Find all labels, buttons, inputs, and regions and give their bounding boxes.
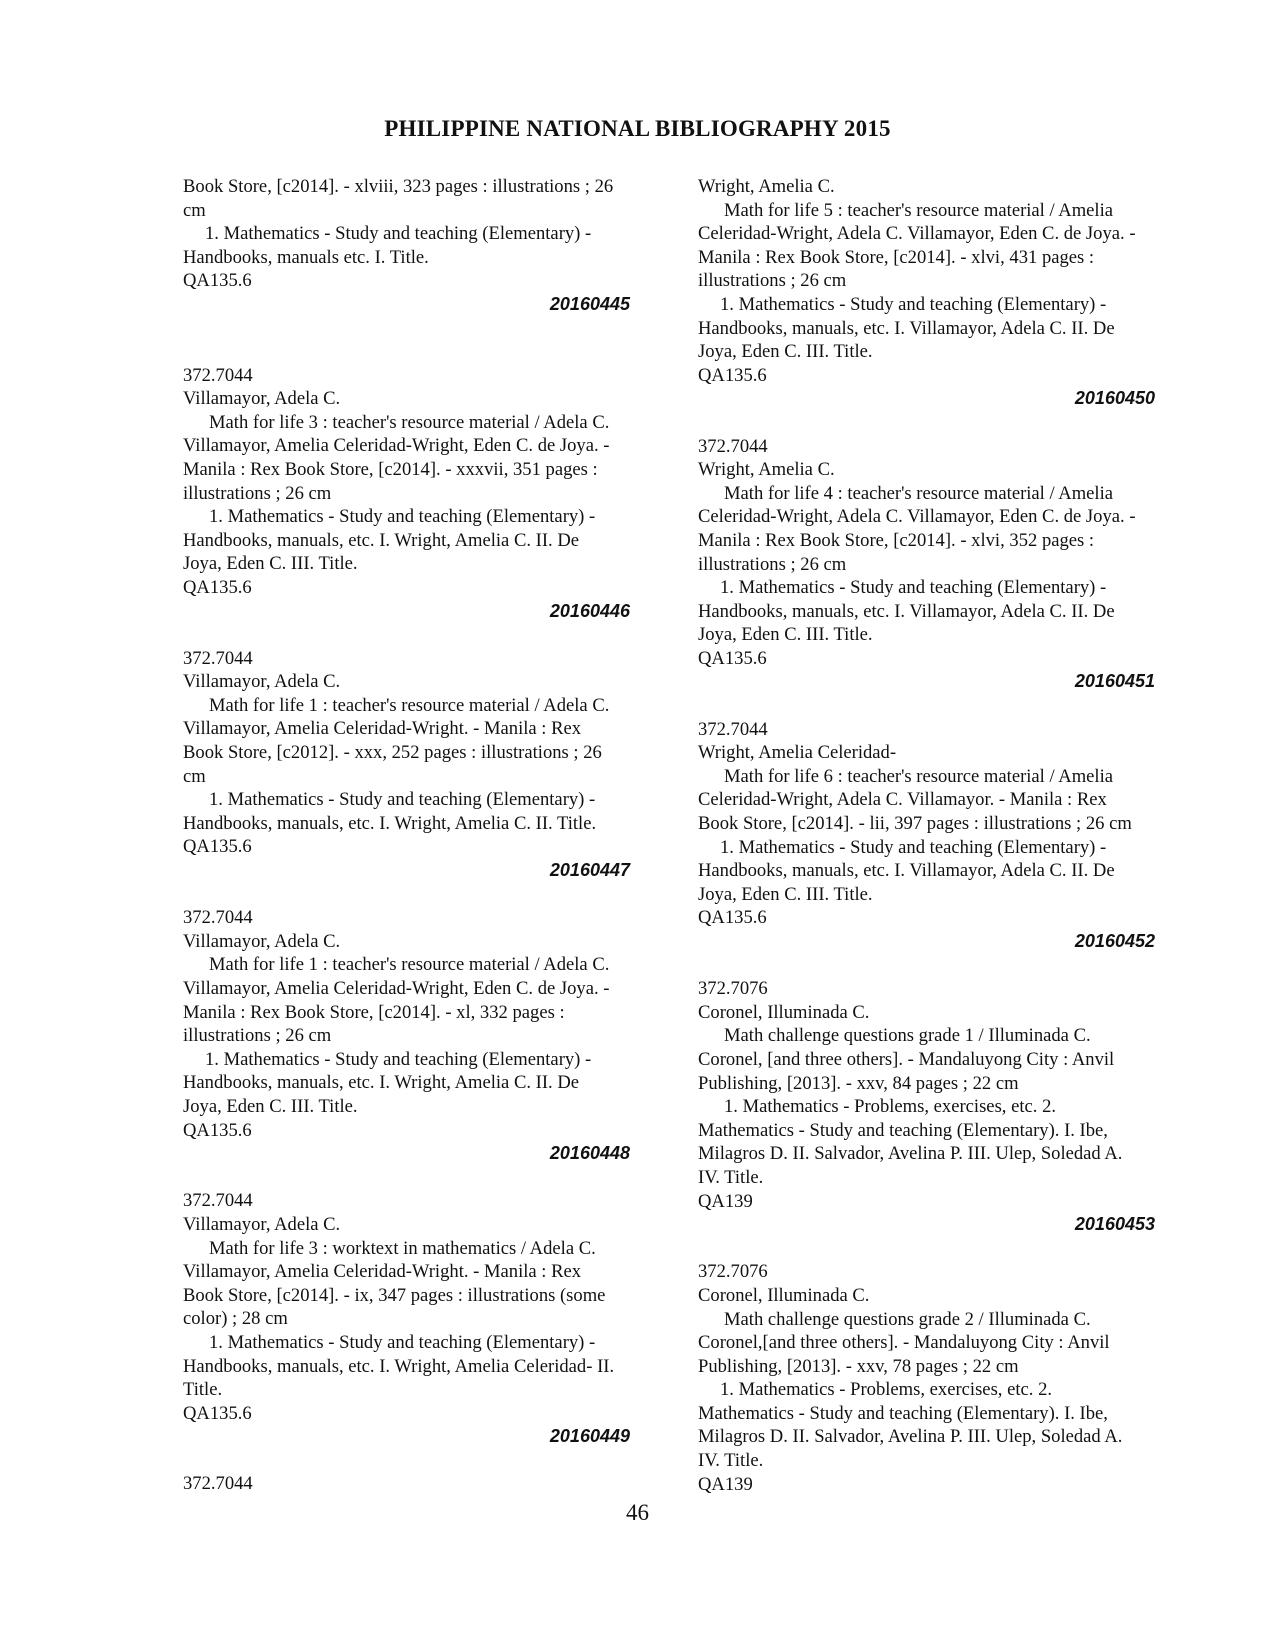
- subject-heading: 1. Mathematics - Problems, exercises, etc. 2.: [724, 1096, 1057, 1118]
- entry-text: Celeridad-Wright, Adela C. Villamayor, Eden C. de Joya. -: [698, 223, 1136, 245]
- classification-number: 372.7044: [183, 1190, 253, 1212]
- subject-heading: 1. Mathematics - Study and teaching (Elementary) -: [209, 506, 596, 528]
- entry-text: Coronel,[and three others]. - Mandaluyong City : Anvil: [698, 1332, 1110, 1354]
- title-statement: Math for life 1 : teacher's resource material / Adela C.: [209, 954, 610, 976]
- title-statement: Math challenge questions grade 2 / Illuminada C.: [724, 1308, 1091, 1330]
- record-number: 20160451: [1074, 671, 1155, 692]
- classification-number: 372.7044: [183, 647, 253, 669]
- entry: [698, 1260, 1188, 1496]
- subject-heading: Handbooks, manuals, etc. I. Wright, Amelia C. II. De: [183, 1072, 580, 1094]
- entry-text: illustrations ; 26 cm: [698, 270, 847, 292]
- subject-heading: 1. Mathematics - Study and teaching (Elementary) -: [209, 1331, 596, 1353]
- entry-text: Book Store, [c2014]. - ix, 347 pages : illustrations (some: [183, 1284, 606, 1306]
- record-number: 20160453: [1074, 1214, 1155, 1235]
- entry-text: Manila : Rex Book Store, [c2014]. - xl, 332 pages :: [183, 1001, 565, 1023]
- classification-number: 372.7076: [698, 978, 768, 1000]
- record-number: 20160446: [549, 600, 630, 621]
- entry-text: cm: [183, 199, 206, 221]
- subject-heading: Milagros D. II. Salvador, Avelina P. III. Ulep, Soledad A.: [698, 1426, 1123, 1448]
- entry-text: Villamayor, Amelia Celeridad-Wright. - Manila : Rex: [183, 1261, 582, 1283]
- entry-continued: [183, 175, 663, 317]
- classification-number: 372.7044: [698, 718, 768, 740]
- entry-text: Celeridad-Wright, Adela C. Villamayor. - Manila : Rex: [698, 789, 1107, 811]
- entry-text: Book Store, [c2014]. - xlviii, 323 pages : illustrations ; 26: [183, 176, 614, 197]
- call-number: QA135.6: [183, 576, 252, 598]
- subject-heading: Mathematics - Study and teaching (Elementary). I. Ibe,: [698, 1119, 1108, 1141]
- subject-heading: Joya, Eden C. III. Title.: [183, 1095, 358, 1117]
- entry-text: illustrations ; 26 cm: [698, 553, 847, 575]
- subject-heading: Joya, Eden C. III. Title.: [183, 553, 358, 575]
- entry-text: Manila : Rex Book Store, [c2014]. - xxxvii, 351 pages :: [183, 458, 598, 480]
- entry-text: Celeridad-Wright, Adela C. Villamayor, Eden C. de Joya. -: [698, 506, 1136, 528]
- page-title: PHILIPPINE NATIONAL BIBLIOGRAPHY 2015: [384, 116, 891, 141]
- subject-heading: Handbooks, manuals, etc. I. Villamayor, Adela C. II. De: [698, 860, 1115, 882]
- author-heading: Wright, Amelia C.: [698, 459, 835, 481]
- classification-number: 372.7044: [183, 1473, 253, 1495]
- author-heading: Villamayor, Adela C.: [183, 930, 341, 952]
- subject-heading: Handbooks, manuals, etc. I. Villamayor, Adela C. II. De: [698, 600, 1115, 622]
- subject-heading: Handbooks, manuals, etc. I. Wright, Amelia C. II. De: [183, 529, 580, 551]
- entry: [183, 1189, 663, 1449]
- title-statement: Math for life 3 : teacher's resource material / Adela C.: [209, 411, 610, 433]
- left-column: [183, 175, 663, 1496]
- entry-text: Villamayor, Amelia Celeridad-Wright, Eden C. de Joya. -: [183, 435, 610, 457]
- title-statement: Math for life 6 : teacher's resource material / Amelia: [724, 765, 1114, 787]
- author-heading: Wright, Amelia Celeridad-: [698, 742, 897, 764]
- record-number: 20160448: [549, 1143, 630, 1164]
- subject-heading: Joya, Eden C. III. Title.: [698, 883, 873, 905]
- record-number: 20160450: [1074, 388, 1155, 409]
- author-heading: Coronel, Illuminada C.: [698, 1001, 870, 1023]
- author-heading: Villamayor, Adela C.: [183, 388, 341, 410]
- entry-text: Villamayor, Amelia Celeridad-Wright. - Manila : Rex: [183, 718, 582, 740]
- author-heading: Villamayor, Adela C.: [183, 1213, 341, 1235]
- subject-heading: Handbooks, manuals, etc. I. Villamayor, Adela C. II. De: [698, 317, 1115, 339]
- subject-heading: 1. Mathematics - Study and teaching (Elementary) -: [720, 577, 1107, 599]
- subject-heading: 1. Mathematics - Study and teaching (Elementary) -: [720, 293, 1107, 315]
- subject-heading: 1. Mathematics - Study and teaching (Elementary) -: [209, 789, 596, 811]
- subject-heading: 1. Mathematics - Study and teaching (Elementary) -: [205, 223, 592, 245]
- entry-text: Manila : Rex Book Store, [c2014]. - xlvi, 352 pages :: [698, 529, 1095, 551]
- entry: [698, 435, 1188, 695]
- entry: [698, 977, 1188, 1237]
- title-statement: Math challenge questions grade 1 / Illuminada C.: [724, 1025, 1091, 1047]
- subject-heading: Mathematics - Study and teaching (Elementary). I. Ibe,: [698, 1402, 1108, 1424]
- entry-text: color) ; 28 cm: [183, 1308, 288, 1330]
- subject-heading: IV. Title.: [698, 1166, 764, 1188]
- call-number: QA135.6: [183, 836, 252, 858]
- page-number: 46: [626, 1500, 649, 1525]
- entry-text: Manila : Rex Book Store, [c2014]. - xlvi, 431 pages :: [698, 246, 1095, 268]
- entry-text: Coronel, [and three others]. - Mandaluyong City : Anvil: [698, 1048, 1115, 1070]
- author-heading: Villamayor, Adela C.: [183, 671, 341, 693]
- entry: [183, 906, 663, 1166]
- subject-heading: 1. Mathematics - Study and teaching (Elementary) -: [205, 1048, 592, 1070]
- entry-text: cm: [183, 765, 206, 787]
- entry-text: Publishing, [2013]. - xxv, 84 pages ; 22 cm: [698, 1072, 1019, 1094]
- entry-text: Villamayor, Amelia Celeridad-Wright, Eden C. de Joya. -: [183, 978, 610, 999]
- entry-text: Book Store, [c2012]. - xxx, 252 pages : illustrations ; 26: [183, 742, 602, 764]
- subject-heading: IV. Title.: [698, 1450, 764, 1472]
- entry: [183, 364, 663, 624]
- subject-heading: Joya, Eden C. III. Title.: [698, 341, 873, 363]
- subject-heading: Joya, Eden C. III. Title.: [698, 624, 873, 646]
- call-number: QA139: [698, 1473, 753, 1495]
- call-number: QA135.6: [183, 1402, 252, 1424]
- call-number: QA135.6: [183, 1119, 252, 1141]
- subject-heading: Handbooks, manuals etc. I. Title.: [183, 246, 429, 268]
- subject-heading: Milagros D. II. Salvador, Avelina P. III. Ulep, Soledad A.: [698, 1143, 1123, 1165]
- subject-heading: Title.: [183, 1379, 223, 1401]
- classification-number: 372.7076: [698, 1261, 768, 1283]
- author-heading: Coronel, Illuminada C.: [698, 1284, 870, 1306]
- classification-number: 372.7044: [183, 364, 253, 386]
- entry-continued: [698, 175, 1188, 411]
- entry: [698, 718, 1188, 954]
- subject-heading: 1. Mathematics - Problems, exercises, etc. 2.: [720, 1379, 1053, 1401]
- record-number: 20160449: [549, 1426, 630, 1447]
- call-number: QA135.6: [698, 907, 767, 929]
- entry-text: Book Store, [c2014]. - lii, 397 pages : illustrations ; 26 cm: [698, 813, 1132, 835]
- record-number: 20160445: [549, 293, 630, 314]
- title-statement: Math for life 1 : teacher's resource material / Adela C.: [209, 694, 610, 716]
- record-number: 20160452: [1074, 931, 1155, 951]
- title-statement: Math for life 4 : teacher's resource material / Amelia: [724, 482, 1114, 504]
- call-number: QA135.6: [183, 270, 252, 292]
- subject-heading: Handbooks, manuals, etc. I. Wright, Amelia C. II. Title.: [183, 812, 597, 834]
- classification-number: 372.7044: [183, 907, 253, 929]
- call-number: QA135.6: [698, 364, 767, 386]
- entry: [183, 647, 663, 883]
- call-number: QA135.6: [698, 647, 767, 669]
- classification-number: 372.7044: [698, 435, 768, 457]
- entry-start: [183, 1472, 663, 1496]
- subject-heading: Handbooks, manuals, etc. I. Wright, Amelia Celeridad- II.: [183, 1355, 615, 1377]
- subject-heading: 1. Mathematics - Study and teaching (Elementary) -: [720, 836, 1107, 858]
- entry-text: Publishing, [2013]. - xxv, 78 pages ; 22 cm: [698, 1355, 1019, 1377]
- title-statement: Math for life 5 : teacher's resource material / Amelia: [724, 199, 1114, 221]
- entry-text: illustrations ; 26 cm: [183, 1025, 332, 1047]
- call-number: QA139: [698, 1190, 753, 1212]
- entry-text: illustrations ; 26 cm: [183, 482, 332, 504]
- record-number: 20160447: [549, 860, 630, 881]
- author-heading: Wright, Amelia C.: [698, 176, 835, 197]
- right-column: [698, 175, 1188, 1496]
- title-statement: Math for life 3 : worktext in mathematics / Adela C.: [209, 1237, 596, 1259]
